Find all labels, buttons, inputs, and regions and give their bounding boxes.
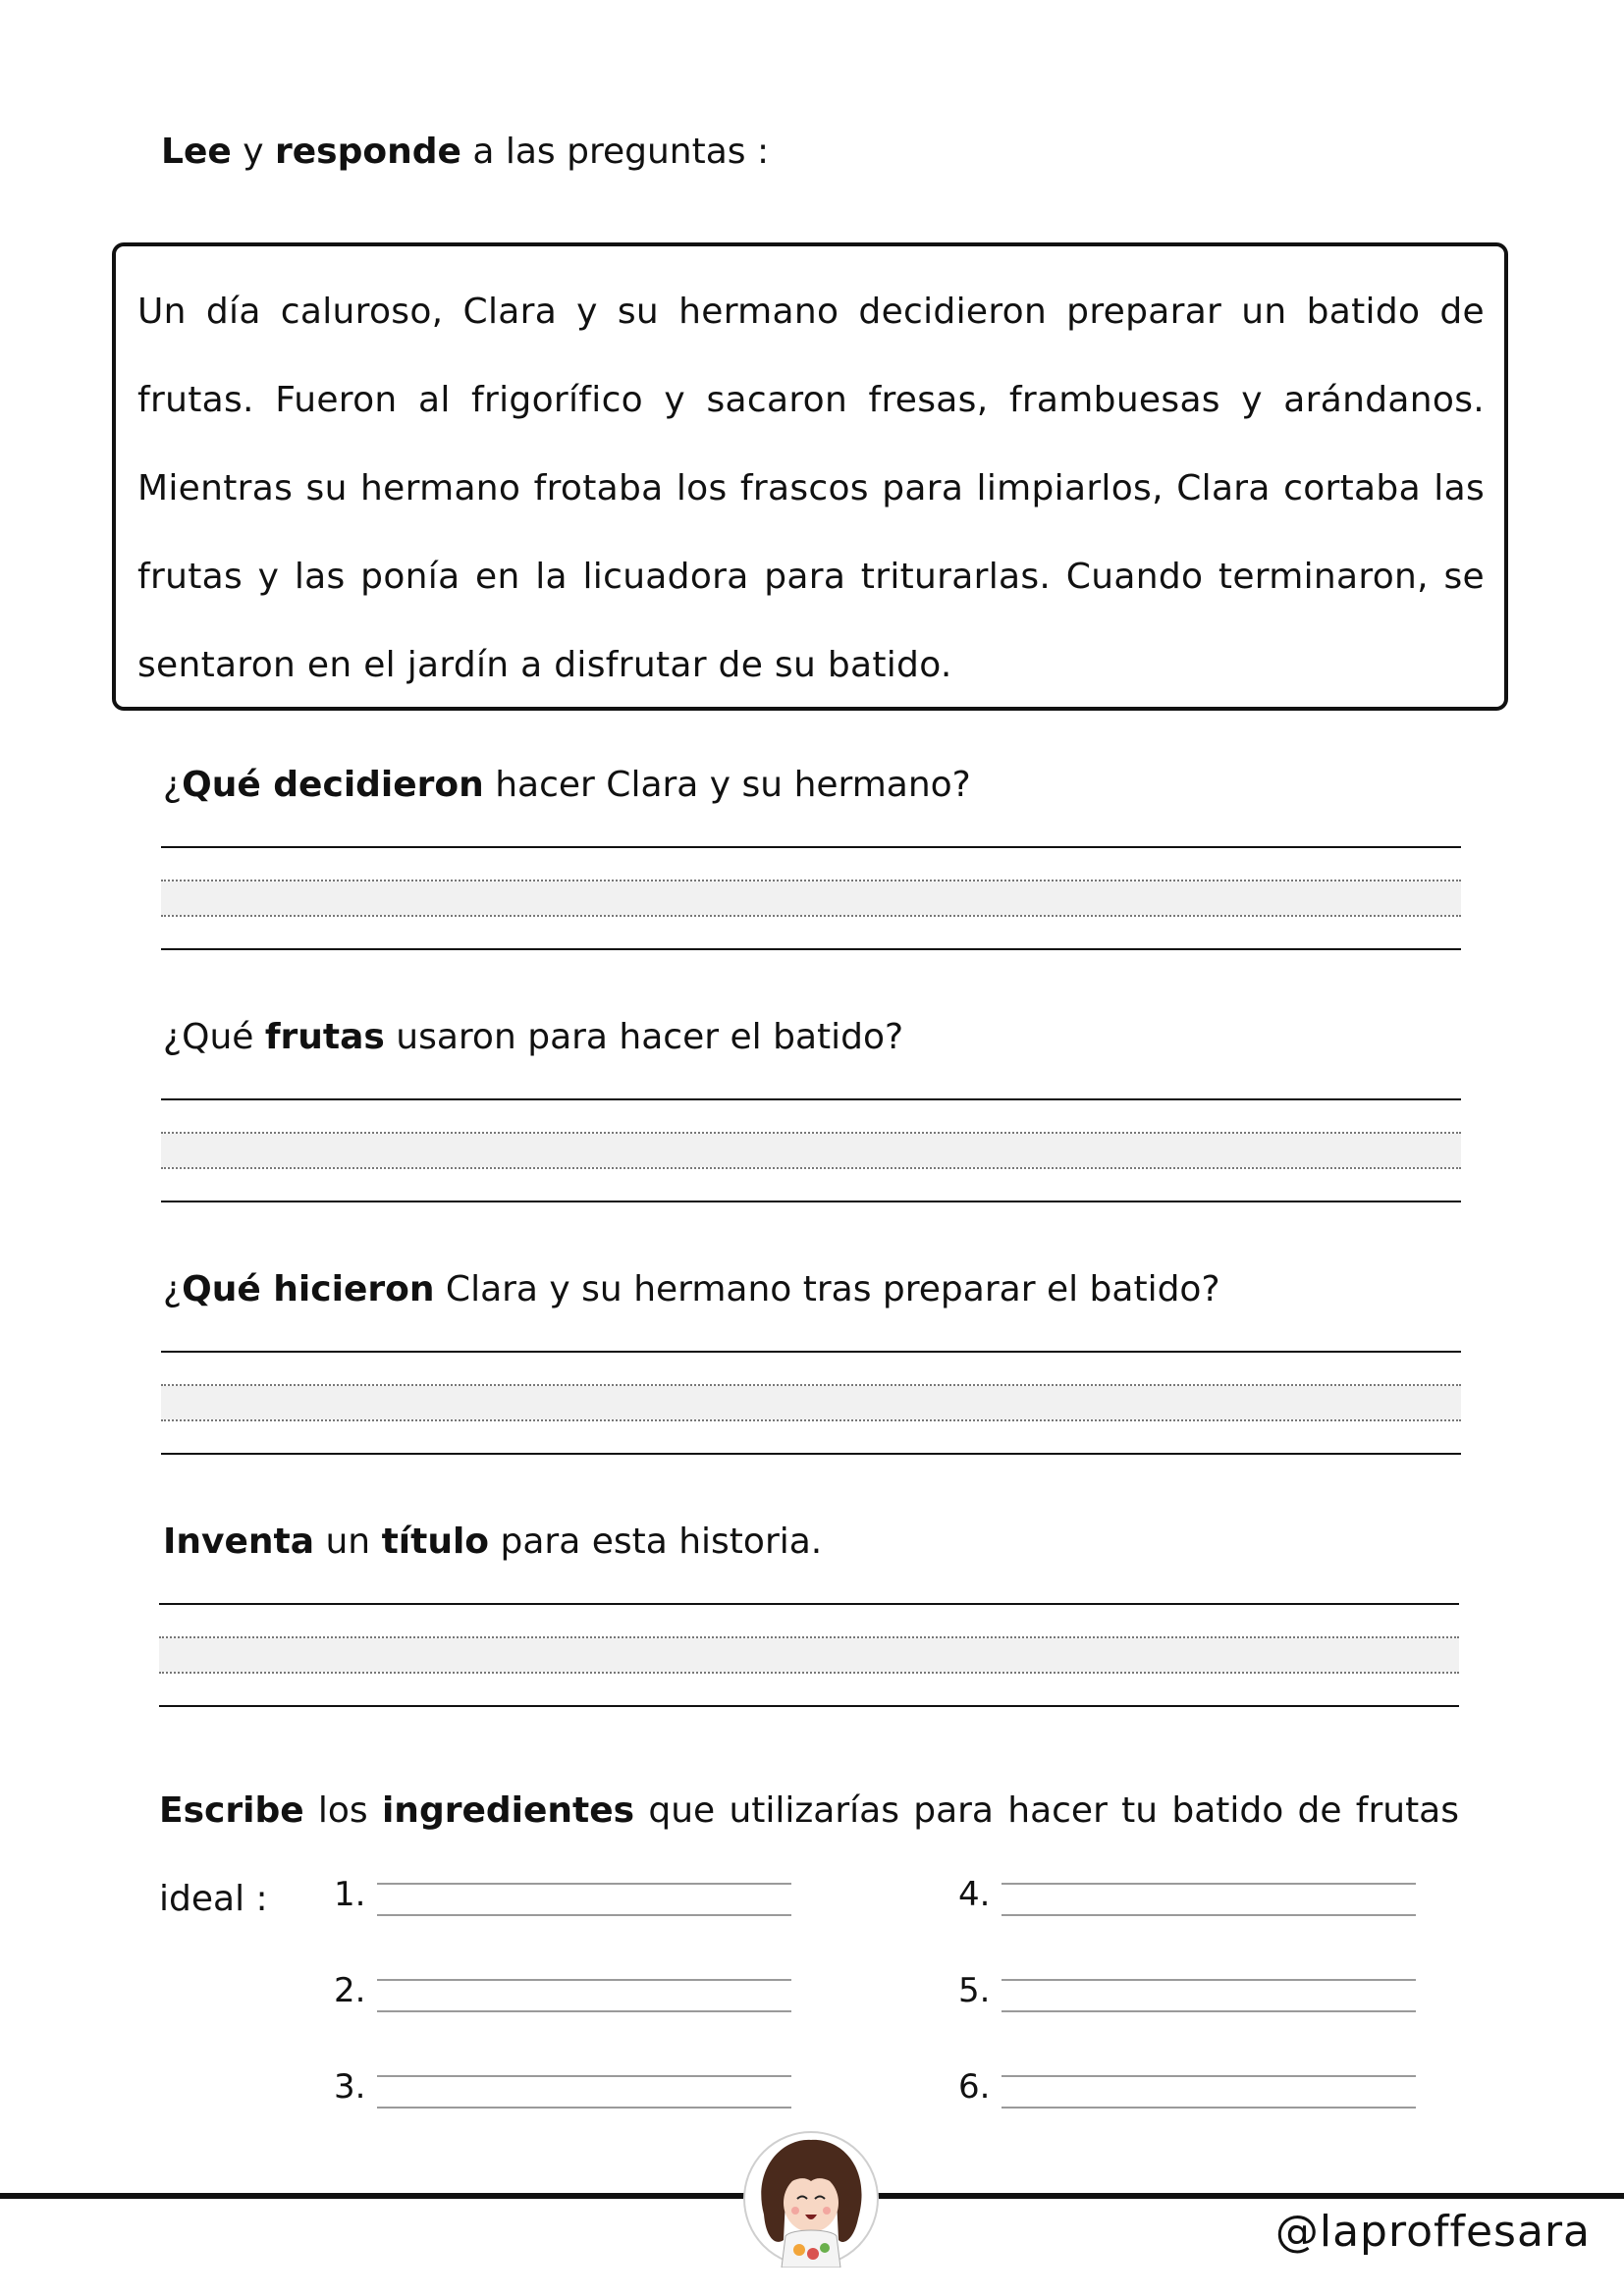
ingredients-prompt	[159, 1767, 1459, 1944]
question-3	[163, 1269, 1220, 1309]
question-1-suffix: hacer Clara y su hermano?	[483, 765, 971, 805]
question-4-bold-titulo: título	[381, 1522, 490, 1562]
instruction-text-1: y	[231, 132, 275, 172]
ingredient-number-6: 6.	[958, 2067, 991, 2107]
ingredient-number-4: 4.	[958, 1875, 991, 1914]
question-3-suffix: Clara y su hermano tras preparar el batido?	[434, 1269, 1220, 1309]
story-box	[112, 242, 1508, 711]
story-text: Un día caluroso, Clara y su hermano decidieron preparar un batido de frutas. Fueron al frigorífico y sacaron fresas, frambuesas y arándanos. Mientras su hermano frotaba los frascos para limpiarlos, Clara cortaba las frutas y las ponía en la licuadora para triturarlas. Cuando terminaron, se sentaron en el jardín a disfrutar de su batido.	[137, 292, 1485, 685]
instruction-text-2: a las preguntas :	[460, 132, 770, 172]
ingredient-line-5[interactable]	[958, 1971, 1420, 2010]
question-2-bold: frutas	[264, 1017, 385, 1057]
ingredient-number-3: 3.	[334, 2067, 366, 2107]
ingredient-number-5: 5.	[958, 1971, 991, 2010]
question-2-suffix: usaron para hacer el batido?	[384, 1017, 904, 1057]
question-4-bold-inventa: Inventa	[163, 1522, 315, 1562]
ingredient-line-4[interactable]	[958, 1875, 1420, 1914]
answer-lines-1[interactable]	[161, 846, 1461, 950]
ingredient-line-3[interactable]	[334, 2067, 795, 2107]
instruction-heading	[161, 132, 769, 172]
ingredient-number-1: 1.	[334, 1875, 366, 1914]
author-handle: @laproffesara	[1274, 2207, 1591, 2257]
girl-avatar-icon	[742, 2130, 880, 2268]
ingredients-bold-ingredientes: ingredientes	[381, 1790, 635, 1831]
question-4	[163, 1522, 822, 1562]
instruction-bold-responde: responde	[274, 132, 461, 172]
question-3-prefix: ¿	[163, 1269, 183, 1309]
ingredient-line-6[interactable]	[958, 2067, 1420, 2107]
answer-lines-4[interactable]	[159, 1603, 1459, 1707]
ingredient-line-1[interactable]	[334, 1875, 795, 1914]
ingredient-number-2: 2.	[334, 1971, 366, 2010]
question-2	[163, 1017, 903, 1057]
question-1-prefix: ¿	[163, 765, 183, 805]
question-1	[163, 765, 971, 805]
ingredients-text-2: que utilizarías para hacer tu batido de frutas ideal :	[159, 1790, 1459, 1919]
ingredients-text-1: los	[303, 1790, 382, 1831]
ingredient-line-2[interactable]	[334, 1971, 795, 2010]
instruction-bold-lee: Lee	[161, 132, 232, 172]
question-4-text-1: un	[314, 1522, 382, 1562]
question-1-bold: Qué decidieron	[182, 765, 484, 805]
question-4-text-2: para esta historia.	[489, 1522, 823, 1562]
question-3-bold: Qué hicieron	[182, 1269, 435, 1309]
question-2-prefix: ¿Qué	[163, 1017, 265, 1057]
answer-lines-3[interactable]	[161, 1351, 1461, 1455]
avatar-logo	[742, 2130, 880, 2268]
ingredients-bold-escribe: Escribe	[159, 1790, 304, 1831]
answer-lines-2[interactable]	[161, 1098, 1461, 1202]
